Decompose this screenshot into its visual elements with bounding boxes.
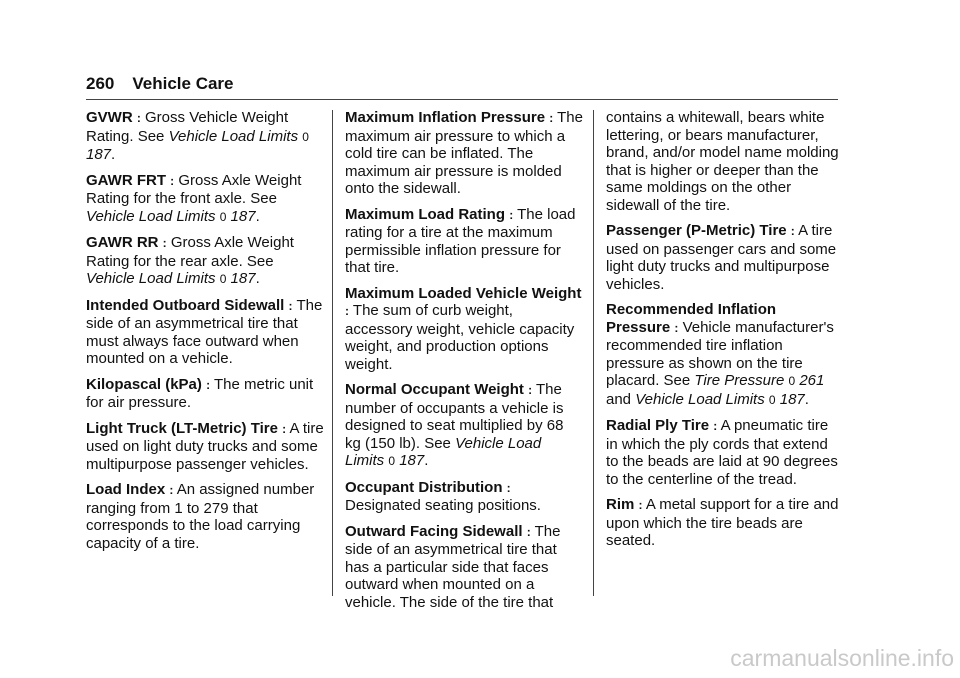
term-separator: : — [526, 524, 531, 539]
glossary-term: Rim — [606, 496, 635, 513]
definition-text: Gross Axle Weight Rating for the front axle. See — [86, 171, 302, 207]
definition-text: The metric unit for air pressure. — [86, 375, 314, 411]
definition-text: The number of occupants a vehicle is designed to seat multiplied by 68 kg (150 lb). See — [345, 381, 564, 452]
column-divider-1 — [332, 110, 333, 596]
term-separator: : — [162, 236, 167, 250]
page-header — [86, 74, 234, 94]
glossary-entry — [606, 109, 844, 214]
glossary-term: Load Index — [86, 481, 166, 498]
cross-reference[interactable]: Tire Pressure — [694, 372, 785, 389]
term-separator: : — [674, 320, 679, 335]
definition-text: . — [255, 207, 260, 225]
definition-text: A tire used on passenger cars and some light duty trucks and multipurpose vehicles. — [606, 222, 837, 293]
glossary-term: Normal Occupant Weight — [345, 381, 524, 398]
page-ref-arrow-icon: 0 — [302, 129, 309, 144]
glossary-term: Recommended Inflation Pressure — [606, 301, 777, 336]
definition-text: . — [424, 452, 429, 469]
definition-text: The load rating for a tire at the maximum permissible inflation pressure for that tire. — [345, 205, 576, 276]
term-separator: : — [549, 111, 554, 125]
glossary-entry — [86, 109, 324, 164]
glossary-term: Passenger (P-Metric) Tire — [606, 222, 787, 239]
cross-reference[interactable]: 187 — [399, 452, 425, 469]
glossary-entry — [86, 297, 324, 368]
cross-reference[interactable]: Vehicle Load Limits — [86, 207, 216, 225]
glossary-term: Maximum Load Rating — [345, 205, 506, 223]
cross-reference[interactable]: 187 — [230, 270, 256, 287]
column-1 — [86, 109, 324, 560]
glossary-term: Occupant Distribution — [345, 478, 503, 496]
cross-reference[interactable]: Vehicle Load Limits — [86, 270, 216, 287]
definition-text: The side of an asymmetrical tire that must always face outward when mounted on a vehicle. — [86, 296, 323, 367]
cross-reference[interactable]: Vehicle Load Limits — [635, 390, 765, 408]
term-separator: : — [136, 111, 141, 125]
glossary-term: Light Truck (LT-Metric) Tire — [86, 419, 278, 437]
term-separator: : — [169, 483, 174, 497]
definition-text: Designated seating positions. — [345, 497, 541, 514]
glossary-entry — [345, 479, 583, 515]
definition-text: contains a whitewall, bears white lettering, or bears manufacturer, brand, and/or model name molding that is higher or deeper than the same moldings on the other sidewall of the tire. — [606, 109, 839, 214]
glossary-entry — [606, 222, 844, 293]
section-title: Vehicle Care — [132, 74, 234, 93]
glossary-entry — [86, 172, 324, 227]
definition-text: A metal support for a tire and upon which the tire beads are seated. — [606, 496, 839, 549]
definition-text: An assigned number ranging from 1 to 279 that corresponds to the load carrying capacity of a tire. — [86, 481, 315, 552]
definition-text: A tire used on light duty trucks and some multipurpose passenger vehicles. — [86, 419, 324, 473]
cross-reference[interactable]: 261 — [799, 372, 825, 389]
glossary-entry — [345, 523, 583, 612]
term-separator: : — [509, 207, 514, 222]
term-separator: : — [206, 377, 211, 392]
definition-text: A pneumatic tire in which the ply cords that extend to the beads are laid at 90 degrees to the centerline of the tread. — [606, 417, 838, 488]
term-separator: : — [282, 421, 287, 436]
glossary-entry — [345, 109, 583, 198]
page-ref-arrow-icon: 0 — [788, 374, 796, 388]
glossary-entry — [345, 381, 583, 471]
term-separator: : — [506, 480, 511, 495]
glossary-term: Maximum Loaded Vehicle Weight — [345, 284, 582, 302]
definition-text: The side of an asymmetrical tire that has a particular side that faces outward when mounted on a vehicle. The side of the tire that — [345, 522, 561, 611]
page-ref-arrow-icon: 0 — [768, 392, 776, 407]
term-separator: : — [345, 304, 349, 318]
glossary-term: Radial Ply Tire — [606, 417, 710, 434]
definition-text: and — [606, 390, 636, 408]
glossary-term: GVWR — [86, 109, 133, 126]
glossary-entry — [86, 376, 324, 412]
glossary-term: Outward Facing Sidewall — [345, 522, 523, 540]
definition-text: . — [111, 146, 116, 163]
definition-text: The maximum air pressure to which a cold tire can be inflated. The maximum air pressure is molded onto the sidewall. — [345, 109, 583, 197]
glossary-term: GAWR RR — [86, 234, 159, 251]
header-rule — [86, 99, 838, 100]
glossary-entry — [606, 417, 844, 488]
page-ref-arrow-icon: 0 — [388, 454, 396, 468]
definition-text: The sum of curb weight, accessory weight, vehicle capacity weight, and production options weight. — [345, 302, 575, 373]
glossary-entry — [86, 420, 324, 474]
column-divider-2 — [593, 110, 594, 596]
term-separator: : — [713, 419, 718, 433]
cross-reference[interactable]: 187 — [779, 390, 805, 408]
term-separator: : — [170, 173, 175, 188]
page-ref-arrow-icon: 0 — [219, 209, 227, 224]
glossary-entry — [86, 481, 324, 552]
cross-reference[interactable]: Vehicle Load Limits — [345, 434, 542, 469]
glossary-entry — [606, 301, 844, 409]
term-separator: : — [528, 383, 533, 397]
watermark: carmanualsonline.info — [730, 645, 954, 671]
definition-text: Vehicle manufacturer's recommended tire inflation pressure as shown on the tire placard. See — [606, 318, 834, 389]
glossary-entry — [606, 496, 844, 550]
column-3 — [606, 109, 844, 558]
glossary-term: Intended Outboard Sidewall — [86, 296, 285, 314]
page-number: 260 — [86, 74, 115, 93]
definition-text: . — [255, 270, 260, 287]
definition-text: Gross Vehicle Weight Rating. See — [86, 109, 289, 145]
definition-text: . — [804, 390, 809, 408]
cross-reference[interactable]: Vehicle Load Limits — [168, 127, 299, 145]
glossary-term: Maximum Inflation Pressure — [345, 109, 546, 126]
column-2 — [345, 109, 583, 619]
cross-reference[interactable]: 187 — [86, 146, 112, 163]
term-separator: : — [790, 224, 795, 238]
glossary-entry — [345, 285, 583, 374]
glossary-entry — [345, 206, 583, 277]
glossary-term: Kilopascal (kPa) — [86, 375, 202, 393]
term-separator: : — [638, 498, 643, 512]
glossary-term: GAWR FRT — [86, 171, 166, 189]
definition-text: Gross Axle Weight Rating for the rear axle. See — [86, 234, 294, 270]
page-ref-arrow-icon: 0 — [219, 272, 227, 286]
cross-reference[interactable]: 187 — [230, 207, 256, 225]
glossary-entry — [86, 234, 324, 289]
term-separator: : — [288, 298, 293, 313]
